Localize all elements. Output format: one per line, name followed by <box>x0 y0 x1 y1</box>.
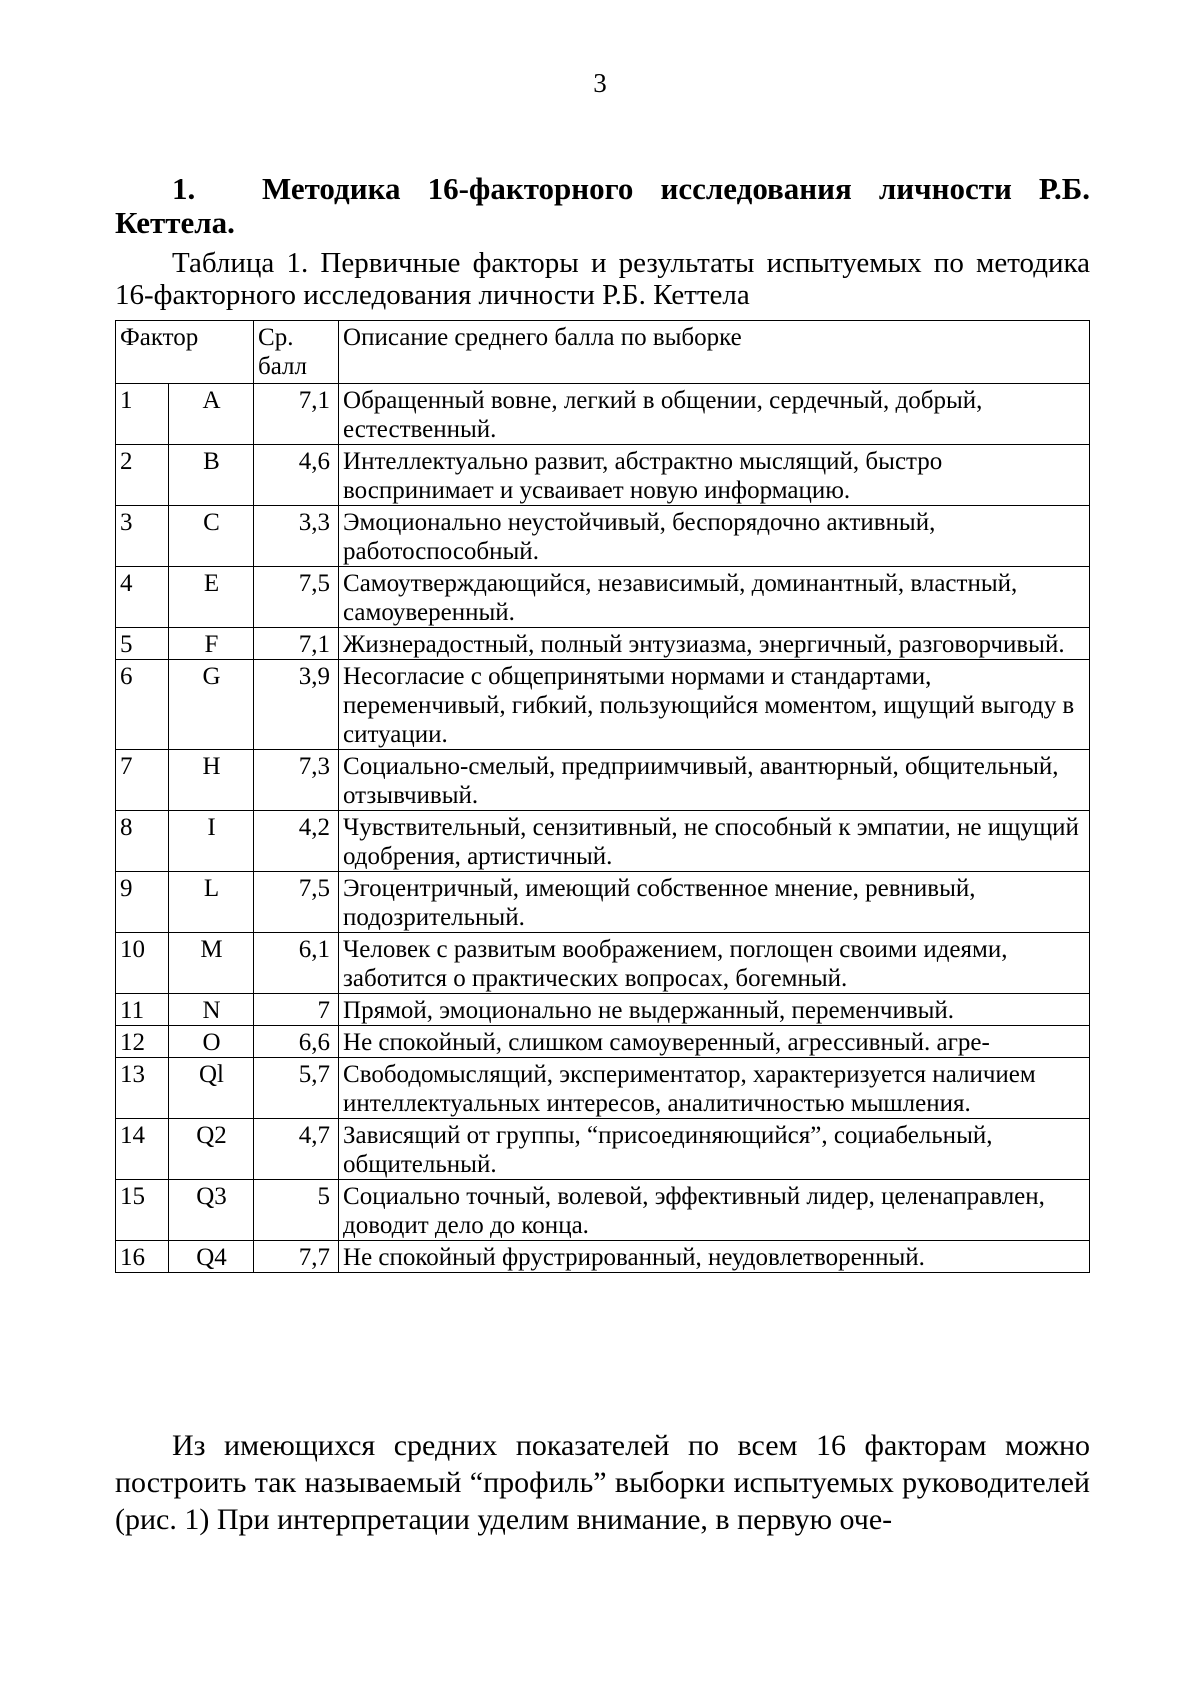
table-row <box>116 1180 1090 1241</box>
average-score-cell: 7,5 <box>254 872 339 933</box>
description-cell: Свободомыслящий, экспериментатор, характеризуется наличием интеллектуальных интересов, аналитичностью мышления. <box>339 1058 1090 1119</box>
table-row <box>116 811 1090 872</box>
table-row <box>116 1058 1090 1119</box>
average-score-cell: 3,3 <box>254 506 339 567</box>
average-score-cell: 5,7 <box>254 1058 339 1119</box>
factor-letter-cell: Q2 <box>169 1119 254 1180</box>
header-description: Описание среднего балла по выборке <box>339 321 1090 384</box>
average-score-cell: 4,2 <box>254 811 339 872</box>
description-cell: Обращенный вовне, легкий в общении, сердечный, добрый, естественный. <box>339 384 1090 445</box>
factor-letter-cell: F <box>169 628 254 660</box>
description-cell: Самоутверждающийся, независимый, доминантный, властный, самоуверенный. <box>339 567 1090 628</box>
factor-number-cell: 4 <box>116 567 169 628</box>
factor-number-cell: 12 <box>116 1026 169 1058</box>
description-cell: Жизнерадостный, полный энтузиазма, энергичный, разговорчивый. <box>339 628 1090 660</box>
table-row <box>116 506 1090 567</box>
factor-number-cell: 10 <box>116 933 169 994</box>
factor-letter-cell: Q3 <box>169 1180 254 1241</box>
table-row <box>116 994 1090 1026</box>
page-number: 3 <box>593 68 607 98</box>
factor-letter-cell: M <box>169 933 254 994</box>
description-cell: Зависящий от группы, “присоединяющийся”, социабельный, общительный. <box>339 1119 1090 1180</box>
table-header-row <box>116 321 1090 384</box>
description-cell: Не спокойный, слишком самоуверенный, агрессивный. агре- <box>339 1026 1090 1058</box>
average-score-cell: 7,1 <box>254 384 339 445</box>
table-row <box>116 445 1090 506</box>
table-body <box>116 384 1090 1273</box>
table-row <box>116 750 1090 811</box>
description-cell: Несогласие с общепринятыми нормами и стандартами, переменчивый, гибкий, пользующийся моментом, ищущий выгоду в ситуации. <box>339 660 1090 750</box>
table-row <box>116 384 1090 445</box>
factor-letter-cell: Ql <box>169 1058 254 1119</box>
average-score-cell: 7,5 <box>254 567 339 628</box>
factor-letter-cell: G <box>169 660 254 750</box>
factor-number-cell: 16 <box>116 1241 169 1273</box>
table-row <box>116 933 1090 994</box>
factor-number-cell: 7 <box>116 750 169 811</box>
description-cell: Не спокойный фрустрированный, неудовлетворенный. <box>339 1241 1090 1273</box>
factor-number-cell: 8 <box>116 811 169 872</box>
factor-letter-cell: E <box>169 567 254 628</box>
table-caption: Таблица 1. Первичные факторы и результаты испытуемых по методика 16-факторного исследования личности Р.Б. Кеттела <box>115 247 1090 311</box>
table-row <box>116 1119 1090 1180</box>
average-score-cell: 6,1 <box>254 933 339 994</box>
factor-letter-cell: O <box>169 1026 254 1058</box>
description-cell: Эгоцентричный, имеющий собственное мнение, ревнивый, подозрительный. <box>339 872 1090 933</box>
factor-letter-cell: C <box>169 506 254 567</box>
factor-number-cell: 2 <box>116 445 169 506</box>
average-score-cell: 7,7 <box>254 1241 339 1273</box>
average-score-cell: 7 <box>254 994 339 1026</box>
average-score-cell: 4,7 <box>254 1119 339 1180</box>
factor-number-cell: 6 <box>116 660 169 750</box>
factor-letter-cell: B <box>169 445 254 506</box>
description-cell: Социально-смелый, предприимчивый, авантюрный, общительный, отзывчивый. <box>339 750 1090 811</box>
average-score-cell: 4,6 <box>254 445 339 506</box>
factor-number-cell: 1 <box>116 384 169 445</box>
header-factor: Фактор <box>116 321 254 384</box>
factor-number-cell: 5 <box>116 628 169 660</box>
factor-letter-cell: I <box>169 811 254 872</box>
table-row <box>116 1241 1090 1273</box>
header-score: Ср. балл <box>254 321 339 384</box>
description-cell: Эмоционально неустойчивый, беспорядочно активный, работоспособный. <box>339 506 1090 567</box>
section-number: 1. <box>172 171 196 206</box>
table-row <box>116 628 1090 660</box>
description-cell: Прямой, эмоционально не выдержанный, переменчивый. <box>339 994 1090 1026</box>
average-score-cell: 7,3 <box>254 750 339 811</box>
factor-number-cell: 14 <box>116 1119 169 1180</box>
section-heading <box>115 172 1090 240</box>
factor-number-cell: 15 <box>116 1180 169 1241</box>
average-score-cell: 7,1 <box>254 628 339 660</box>
factor-number-cell: 13 <box>116 1058 169 1119</box>
average-score-cell: 5 <box>254 1180 339 1241</box>
factor-letter-cell: Q4 <box>169 1241 254 1273</box>
average-score-cell: 3,9 <box>254 660 339 750</box>
body-paragraph: Из имеющихся средних показателей по всем 16 факторам можно построить так называемый “профиль” выборки испытуемых руководителей (рис. 1) При интерпретации уделим внимание, в первую оче- <box>115 1429 1090 1536</box>
table-row <box>116 872 1090 933</box>
factors-table <box>115 320 1090 1273</box>
factor-number-cell: 11 <box>116 994 169 1026</box>
average-score-cell: 6,6 <box>254 1026 339 1058</box>
description-cell: Чувствительный, сензитивный, не способный к эмпатии, не ищущий одобрения, артистичный. <box>339 811 1090 872</box>
table-row <box>116 567 1090 628</box>
table-row <box>116 660 1090 750</box>
factor-number-cell: 3 <box>116 506 169 567</box>
table-row <box>116 1026 1090 1058</box>
factor-letter-cell: N <box>169 994 254 1026</box>
factor-letter-cell: A <box>169 384 254 445</box>
description-cell: Человек с развитым воображением, поглощен своими идеями, заботится о практических вопросах, богемный. <box>339 933 1090 994</box>
factor-number-cell: 9 <box>116 872 169 933</box>
description-cell: Интеллектуально развит, абстрактно мыслящий, быстро воспринимает и усваивает новую информацию. <box>339 445 1090 506</box>
factor-letter-cell: L <box>169 872 254 933</box>
description-cell: Социально точный, волевой, эффективный лидер, целенаправлен, доводит дело до конца. <box>339 1180 1090 1241</box>
section-title: Методика 16-факторного исследования личности Р.Б. Кеттела. <box>115 171 1090 240</box>
factor-letter-cell: H <box>169 750 254 811</box>
